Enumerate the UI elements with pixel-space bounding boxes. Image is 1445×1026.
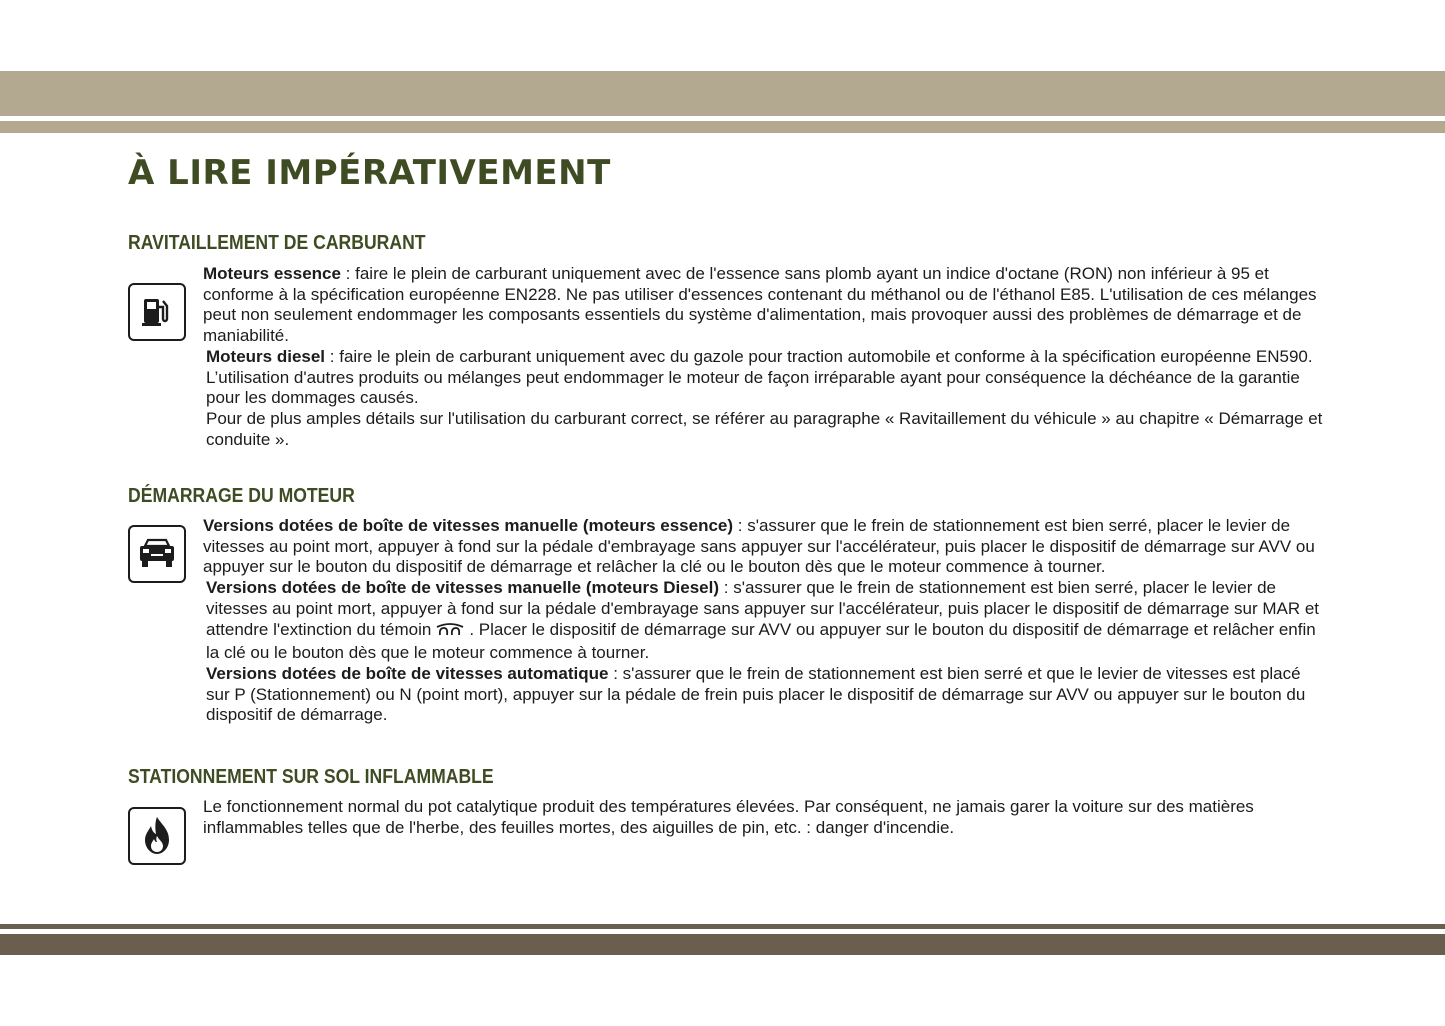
fuel-petrol-label: Moteurs essence (203, 264, 341, 283)
fuel-paragraph-more: Pour de plus amples détails sur l'utilisation du carburant correct, se référer au paragraphe « Ravitaillement du véhicule » au chapitre « Démarrage et conduite ». (206, 408, 1323, 449)
footer-rule (0, 924, 1445, 929)
glow-plug-warning-icon (435, 622, 465, 644)
fuel-petrol-text: : faire le plein de carburant uniquement avec de l'essence sans plomb ayant un indice d'octane (RON) non inférieur à 95 et conforme à la spécification européenne EN228. Ne pas utiliser d'essences contenant du méthanol ou de l'éthanol E85. L'utilisation de ces mélanges peut non seulement endommager les composants essentiels du système d'alimentation, mais provoquer aussi des problèmes de démarrage et de maniabilité. (203, 264, 1317, 346)
parking-text (203, 797, 1328, 838)
start-manual-diesel-text-b: . Placer le dispositif de démarrage sur AVV ou appuyer sur le bouton du dispositif de démarrage et relâcher enfin la clé ou le bouton dès que le moteur commence à tourner. (206, 619, 1316, 663)
fuel-paragraph-diesel (203, 347, 1328, 409)
fuel-pump-icon (128, 283, 186, 341)
flame-icon (128, 807, 186, 865)
section-title-start: DÉMARRAGE DU MOTEUR (128, 485, 355, 507)
header-rule (0, 121, 1445, 133)
start-manual-petrol-text: : s'assurer que le frein de stationnement est bien serré, placer le levier de vitesses au point mort, appuyer à fond sur la pédale d'embrayage sans appuyer sur l'accélérateur, puis placer le dispositif de démarrage sur AVV ou appuyer sur le bouton du dispositif de démarrage et relâcher la clé ou le bouton dès que le moteur commence à tourner. (203, 516, 1315, 577)
start-paragraph-manual-petrol (203, 516, 1328, 578)
fuel-paragraph-petrol (203, 264, 1328, 347)
start-automatic-label: Versions dotées de boîte de vitesses automatique (206, 663, 609, 683)
parking-paragraph: Le fonctionnement normal du pot catalytique produit des températures élevées. Par conséquent, ne jamais garer la voiture sur des matières inflammables telles que de l'herbe, des feuilles mortes, des aiguilles de pin, etc. : danger d'incendie. (203, 797, 1254, 837)
fuel-diesel-label: Moteurs diesel (206, 346, 326, 366)
footer-band (0, 934, 1445, 955)
car-front-icon (128, 525, 186, 583)
page-title: À LIRE IMPÉRATIVEMENT (128, 153, 611, 193)
start-text (203, 516, 1328, 726)
start-paragraph-manual-diesel (203, 578, 1328, 664)
start-paragraph-automatic (203, 664, 1328, 726)
start-manual-petrol-label: Versions dotées de boîte de vitesses manuelle (moteurs essence) (203, 516, 734, 535)
section-title-fuel: RAVITAILLEMENT DE CARBURANT (128, 232, 426, 254)
fuel-text (203, 264, 1328, 450)
start-automatic-text: : s'assurer que le frein de stationnement est bien serré et que le levier de vitesses est placé sur P (Stationnement) ou N (point mort), appuyer sur la pédale de frein puis placer le dispositif de démarrage sur AVV ou appuyer sur le bouton du dispositif de démarrage. (206, 663, 1306, 725)
fuel-diesel-text: : faire le plein de carburant uniquement avec du gazole pour traction automobile et conforme à la spécification européenne EN590. L’utilisation d'autres produits ou mélanges peut endommager le moteur de façon irréparable ayant pour conséquence la déchéance de la garantie pour les dommages causés. (206, 346, 1313, 408)
section-title-parking: STATIONNEMENT SUR SOL INFLAMMABLE (128, 766, 494, 788)
start-manual-diesel-label: Versions dotées de boîte de vitesses manuelle (moteurs Diesel) (206, 578, 720, 598)
start-manual-diesel-text-a: : s'assurer que le frein de stationnement est bien serré, placer le levier de vitesses au point mort, appuyer à fond sur la pédale d'embrayage sans appuyer sur l'accélérateur, puis placer le dispositif de démarrage sur MAR et attendre l'extinction du témoin (206, 578, 1320, 639)
header-band (0, 71, 1445, 116)
